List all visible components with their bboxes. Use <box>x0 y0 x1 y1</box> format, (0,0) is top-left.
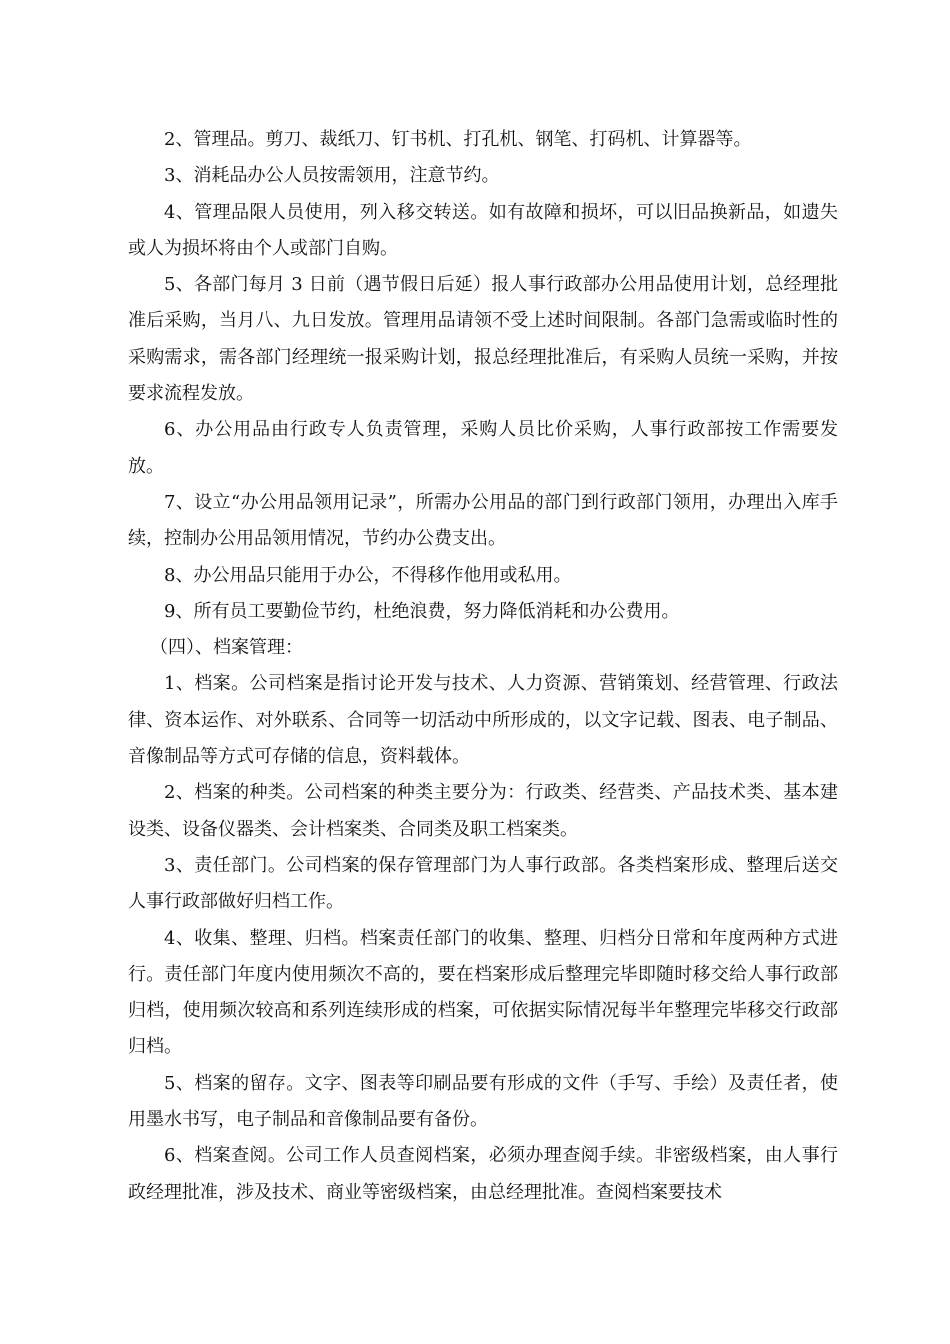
section-heading-archives: （四）、档案管理： <box>150 637 303 659</box>
document-body <box>128 122 838 1211</box>
archive-paragraph-2: 2、档案的种类。公司档案的种类主要分为：行政类、经营类、产品技术类、基本建设类、设备仪器类、会计档案类、合同类及职工档案类。 <box>128 782 838 840</box>
paragraph-item-6: 6、办公用品由行政专人负责管理，采购人员比价采购，人事行政部按工作需要发放。 <box>128 419 838 477</box>
archive-paragraph-6: 6、档案查阅。公司工作人员查阅档案，必须办理查阅手续。非密级档案，由人事行政经理批准，涉及技术、商业等密级档案，由总经理批准。查阅档案要技术 <box>128 1145 838 1203</box>
paragraph-item-9: 9、所有员工要勤俭节约，杜绝浪费，努力降低消耗和办公费用。 <box>164 600 680 622</box>
archive-paragraph-4: 4、收集、整理、归档。档案责任部门的收集、整理、归档分日常和年度两种方式进行。责任部门年度内使用频次不高的，要在档案形成后整理完毕即随时移交给人事行政部归档，使用频次较高和系列连续形成的档案，可依据实际情况每半年整理完毕移交行政部归档。 <box>128 927 838 1058</box>
paragraph-item-7: 7、设立“办公用品领用记录”，所需办公用品的部门到行政部门领用，办理出入库手续，控制办公用品领用情况，节约办公费支出。 <box>128 491 838 550</box>
archive-paragraph-5: 5、档案的留存。文字、图表等印刷品要有形成的文件（手写、手绘）及责任者，使用墨水书写，电子制品和音像制品要有备份。 <box>128 1072 838 1131</box>
archive-paragraph-1: 1、档案。公司档案是指讨论开发与技术、人力资源、营销策划、经营管理、行政法律、资本运作、对外联系、合同等一切活动中所形成的，以文字记载、图表、电子制品、音像制品等方式可存储的信息，资料载体。 <box>128 673 838 768</box>
archive-paragraph-3: 3、责任部门。公司档案的保存管理部门为人事行政部。各类档案形成、整理后送交人事行政部做好归档工作。 <box>128 854 838 913</box>
paragraph-item-4: 4、管理品限人员使用，列入移交转送。如有故障和损坏，可以旧品换新品，如遗失或人为损坏将由个人或部门自购。 <box>128 201 838 259</box>
paragraph-item-2: 2、管理品。剪刀、裁纸刀、钉书机、打孔机、钢笔、打码机、计算器等。 <box>164 129 752 150</box>
paragraph-item-5: 5、各部门每月 3 日前（遇节假日后延）报人事行政部办公用品使用计划，总经理批准后采购，当月八、九日发放。管理用品请领不受上述时间限制。各部门急需或临时性的采购需求，需各部门经理统一报采购计划，报总经理批准后，有采购人员统一采购，并按要求流程发放。 <box>128 274 838 405</box>
paragraph-item-8: 8、办公用品只能用于办公，不得移作他用或私用。 <box>164 564 572 586</box>
paragraph-item-3: 3、消耗品办公人员按需领用，注意节约。 <box>164 165 500 187</box>
